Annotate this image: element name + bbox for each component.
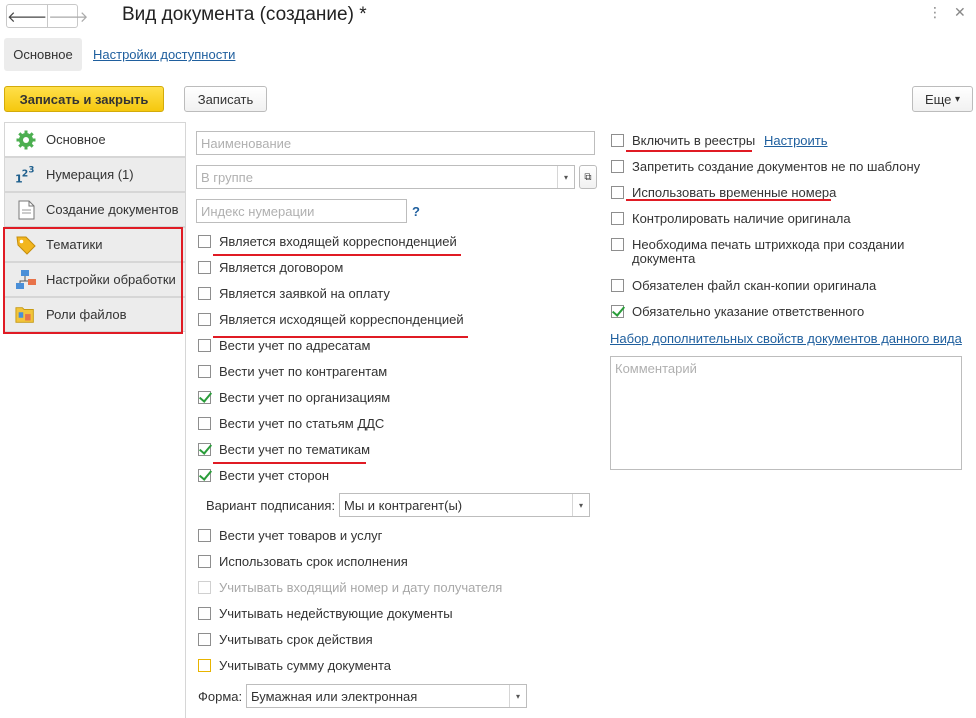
checkbox[interactable] [198, 313, 211, 326]
checkbox-row[interactable] [198, 336, 370, 354]
checkbox-label: Вести учет по тематикам [219, 441, 371, 457]
checkbox[interactable] [198, 555, 211, 568]
close-icon[interactable]: ✕ [954, 4, 966, 20]
signing-select[interactable] [339, 493, 590, 517]
checkbox-label: Обязателен файл скан-копии оригинала [632, 277, 877, 293]
form-label: Форма: [198, 689, 243, 704]
checkbox-label: Контролировать наличие оригинала [632, 210, 851, 226]
nav-buttons [6, 4, 89, 28]
checkbox-row[interactable] [198, 526, 382, 544]
checkbox[interactable] [198, 633, 211, 646]
tab-main[interactable]: Основное [4, 38, 82, 71]
checkbox-row[interactable] [198, 578, 502, 596]
tab-access-settings[interactable]: Настройки доступности [93, 47, 236, 62]
more-button[interactable] [912, 86, 973, 112]
svg-text:3: 3 [28, 163, 35, 174]
name-input[interactable]: Наименование [196, 131, 595, 155]
checkbox-row[interactable] [198, 258, 343, 276]
checkbox[interactable] [611, 279, 624, 292]
annotation-underline [213, 254, 461, 256]
checkbox-checked[interactable] [198, 443, 211, 456]
checkbox[interactable] [611, 238, 624, 251]
chevron-down-icon[interactable]: ▾ [572, 494, 589, 516]
page-title: Вид документа (создание) * [122, 4, 367, 25]
checkbox-label: Вести учет по статьям ДДС [219, 415, 385, 431]
checkbox-label: Вести учет сторон [219, 467, 330, 483]
checkbox-label: Является заявкой на оплату [219, 285, 390, 301]
forward-button[interactable] [47, 5, 88, 27]
open-icon: ⧉ [584, 171, 592, 183]
help-icon[interactable]: ? [412, 204, 420, 219]
checkbox-label: Является исходящей корреспонденцией [219, 311, 464, 327]
section-divider [185, 122, 186, 718]
gear-icon [15, 129, 37, 151]
section-tab-label: Роли файлов [46, 307, 127, 322]
checkbox-label: Включить в реестры [632, 132, 756, 148]
checkbox[interactable] [611, 212, 624, 225]
checkbox-row[interactable] [198, 552, 408, 570]
checkbox-label: Учитывать сумму документа [219, 657, 392, 673]
checkbox-label: Необходима печать штрихкода при создании [632, 236, 905, 252]
checkbox-row[interactable] [611, 209, 851, 227]
checkbox[interactable] [198, 261, 211, 274]
annotation-box [3, 227, 183, 334]
checkbox-row[interactable] [198, 310, 464, 328]
checkbox-row[interactable] [611, 276, 876, 294]
checkbox[interactable] [198, 339, 211, 352]
checkbox-row[interactable] [198, 414, 384, 432]
section-tab-label: Настройки обработки [46, 272, 176, 287]
index-input[interactable]: Индекс нумерации [196, 199, 407, 223]
document-icon [15, 199, 37, 221]
checkbox-label: Вести учет по организациям [219, 389, 391, 405]
checkbox-label-cont: документа [632, 251, 696, 266]
checkbox-row[interactable] [198, 232, 457, 250]
annotation-underline [213, 462, 366, 464]
checkbox-label: Использовать срок исполнения [219, 553, 408, 569]
checkbox[interactable] [198, 235, 211, 248]
annotation-underline [213, 336, 468, 338]
checkbox-row[interactable] [198, 284, 390, 302]
chevron-down-icon: ▾ [955, 93, 961, 105]
checkbox[interactable] [611, 186, 624, 199]
checkbox-row[interactable] [611, 131, 755, 149]
comment-textarea[interactable]: Комментарий [610, 356, 962, 470]
checkbox-label: Вести учет по контрагентам [219, 363, 388, 379]
save-close-button[interactable]: Записать и закрыть [4, 86, 164, 112]
checkbox-row[interactable] [198, 388, 390, 406]
checkbox-checked[interactable] [611, 305, 624, 318]
additional-properties-link[interactable]: Набор дополнительных свойств документов данного вида [610, 331, 962, 346]
checkbox[interactable] [198, 607, 211, 620]
chevron-down-icon[interactable]: ▾ [557, 166, 574, 188]
checkbox-label: Запретить создание документов не по шаблону [632, 158, 921, 174]
section-tab-numbering[interactable] [4, 157, 186, 192]
section-tab-creation[interactable] [4, 192, 186, 227]
checkbox-row[interactable] [198, 440, 370, 458]
signing-label: Вариант подписания: [206, 498, 336, 513]
checkbox[interactable] [198, 417, 211, 430]
chevron-down-icon[interactable]: ▾ [509, 685, 526, 707]
checkbox[interactable] [198, 529, 211, 542]
more-label: Еще [924, 91, 952, 107]
section-tab-main[interactable] [4, 122, 186, 157]
svg-text:1: 1 [15, 172, 23, 186]
checkbox-row[interactable] [198, 362, 387, 380]
checkbox-row[interactable] [611, 302, 864, 320]
arrow-right-icon: 🡒 [48, 8, 89, 26]
checkbox-row[interactable] [198, 466, 329, 484]
signing-value: Мы и контрагент(ы) [344, 497, 463, 513]
numbering-icon [15, 164, 37, 186]
section-tab-label: Создание документов [46, 202, 179, 217]
section-tab-label: Нумерация (1) [46, 167, 134, 182]
form-select[interactable] [246, 684, 527, 708]
checkbox-row[interactable] [198, 656, 391, 674]
configure-registries-link[interactable]: Настроить [764, 133, 828, 148]
checkbox-row[interactable] [198, 630, 373, 648]
checkbox-label: Учитывать срок действия [219, 631, 373, 647]
checkbox-checked[interactable] [198, 391, 211, 404]
checkbox-row[interactable] [611, 157, 920, 175]
checkbox-label: Является договором [219, 259, 344, 275]
open-group-button[interactable] [579, 165, 597, 189]
checkbox-label: Вести учет товаров и услуг [219, 527, 383, 543]
section-tab-label: Тематики [46, 237, 103, 252]
back-button[interactable] [7, 5, 47, 27]
checkbox[interactable] [611, 160, 624, 173]
group-input[interactable]: В группе ▾ [196, 165, 575, 189]
checkbox[interactable] [611, 134, 624, 147]
checkbox-label: Вести учет по адресатам [219, 337, 371, 353]
checkbox-checked[interactable] [198, 469, 211, 482]
save-button[interactable]: Записать [184, 86, 267, 112]
annotation-underline [626, 199, 831, 201]
checkbox-label: Обязательно указание ответственного [632, 303, 865, 319]
annotation-underline [626, 150, 752, 152]
svg-text:2: 2 [21, 168, 29, 180]
more-actions-icon[interactable]: ⋮ [928, 4, 942, 20]
checkbox[interactable] [198, 287, 211, 300]
form-value: Бумажная или электронная [251, 688, 418, 704]
checkbox[interactable] [198, 581, 211, 594]
arrow-left-icon: 🡐 [7, 8, 48, 26]
section-tab-label: Основное [46, 132, 106, 147]
checkbox[interactable] [198, 659, 211, 672]
checkbox-label: Использовать временные номера [632, 184, 837, 200]
checkbox-row[interactable] [198, 604, 453, 622]
checkbox-label: Учитывать недействующие документы [219, 605, 453, 621]
checkbox-label: Является входящей корреспонденцией [219, 233, 457, 249]
checkbox[interactable] [198, 365, 211, 378]
checkbox-label: Учитывать входящий номер и дату получателя [219, 579, 503, 595]
